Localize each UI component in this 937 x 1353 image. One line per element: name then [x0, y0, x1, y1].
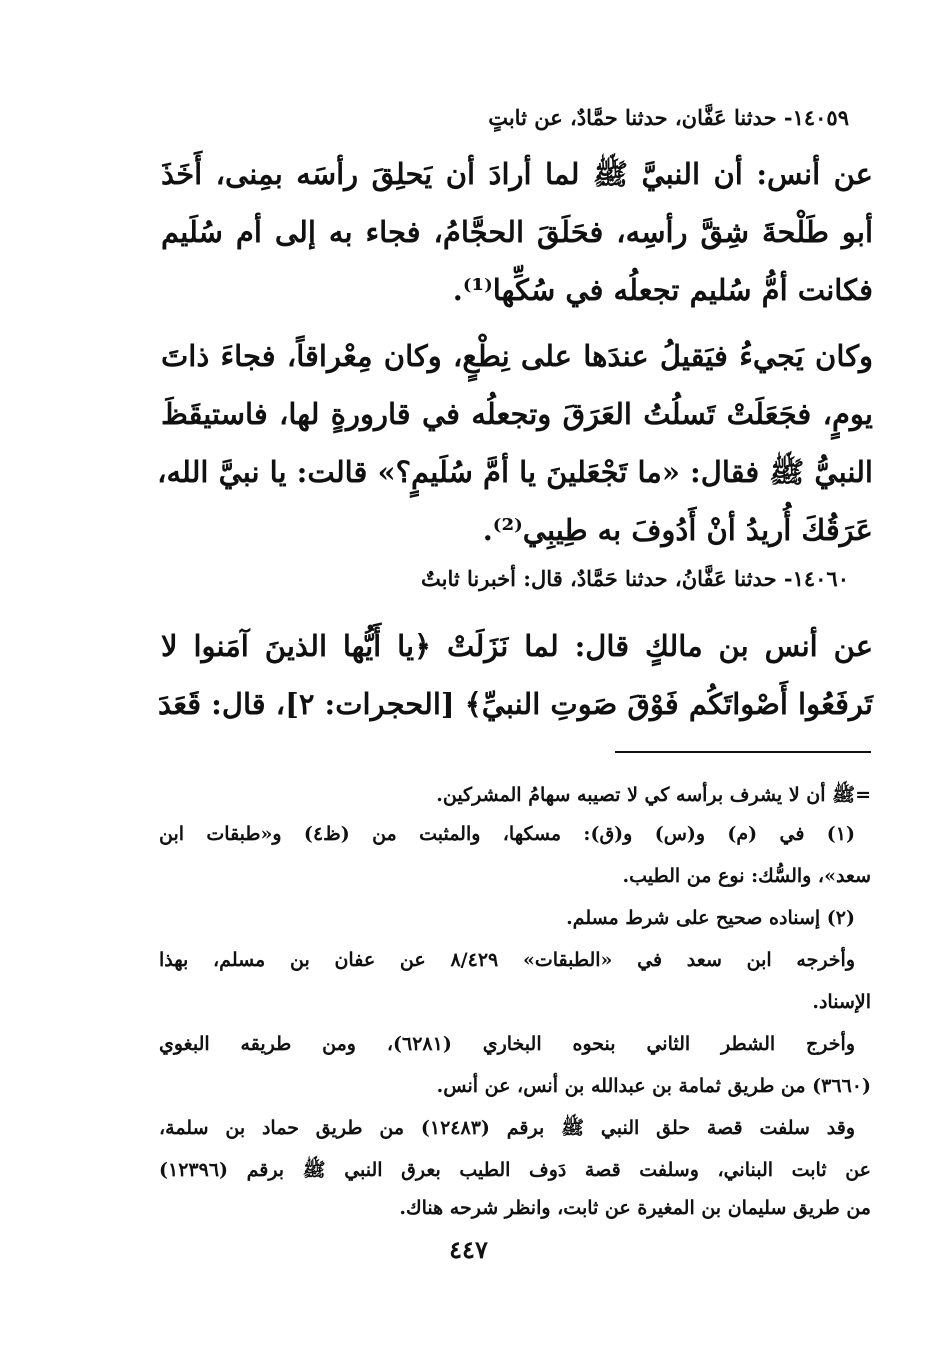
- footnote-1-continuation: [159, 857, 871, 895]
- text-line: وكان يَجيءُ فيَقيلُ عندَها على نِطْعٍ، وكان مِعْراقاً، فجاءَ ذاتَ: [161, 339, 873, 373]
- hadith-14059-paragraph-1: [161, 145, 873, 319]
- text-line: فكانت أمُّ سُليم تجعلُه في سُكِّها⁽¹⁾.: [452, 273, 873, 307]
- text-line: عن أنس بن مالكٍ قال: لما نَزَلَتْ ﴿يا أَيُّها الذينَ آمَنوا لا: [161, 629, 873, 663]
- footnote-line: وقد سلفت قصة حلق النبي ﷺ برقم (١٢٤٨٣) من طريق حماد بن سلمة،: [159, 1117, 856, 1139]
- footnote-line: من طريق سليمان بن المغيرة عن ثابت، وانظر شرحه هناك.: [399, 1197, 871, 1219]
- footnote-2: [159, 899, 855, 937]
- hadith-14060-paragraph: [158, 617, 873, 733]
- footnote-line: الإسناد.: [812, 991, 871, 1013]
- text-line: عن أنس: أن النبيَّ ﷺ لما أرادَ أن يَحلِقَ رأسَه بمِنى، أَخَذَ: [161, 157, 873, 191]
- footnote-carryover: [159, 776, 871, 814]
- footnote-line: عن ثابت البناني، وسلفت قصة دَوف الطيب بعرق النبي ﷺ برقم (١٢٣٩٦): [159, 1159, 871, 1181]
- hadith-header-14059: [89, 103, 849, 133]
- footnote-1: [159, 815, 855, 853]
- footnote-2-paragraph-3-continuation: [159, 1067, 871, 1105]
- footnote-line: (٢) إسناده صحيح على شرط مسلم.: [566, 907, 855, 929]
- footnote-line: وأخرج الشطر الثاني بنحوه البخاري (٦٢٨١)، ومن طريقه البغوي: [159, 1033, 855, 1055]
- page-number-text: ٤٤٧: [449, 1235, 488, 1264]
- hadith-header-14060: [89, 564, 849, 594]
- footnote-line: (١) في (م) و(س) و(ق): مسكها، والمثبت من (ظ٤) و«طبقات ابن: [159, 823, 855, 845]
- page-number: [0, 1235, 937, 1264]
- text-line: يومٍ، فجَعَلَتْ تَسلُتُ العَرَقَ وتجعلُه في قارورةٍ لها، فاستيقَظَ: [161, 397, 873, 431]
- hadith-header-text: ١٤٠٥٩- حدثنا عَفَّان، حدثنا حمَّادٌ، عن ثابتٍ: [488, 105, 849, 130]
- text-line: أبو طَلْحةَ شِقَّ رأسِه، فحَلَقَ الحجَّامُ، فجاء به إلى أم سُلَيم: [161, 215, 873, 249]
- footnote-2-paragraph-4: [159, 1109, 855, 1147]
- footnote-2-paragraph-2: [159, 941, 855, 979]
- text-line: تَرفَعُوا أَصْواتَكُم فَوْقَ صَوتِ النبيِّ﴾ [الحجرات: ٢]، قال: قَعَدَ: [158, 687, 873, 721]
- footnote-2-paragraph-3: [159, 1025, 855, 1063]
- footnote-line: وأخرجه ابن سعد في «الطبقات» ٨/٤٢٩ عن عفان بن مسلم، بهذا: [159, 949, 856, 971]
- footnote-separator: [615, 751, 871, 753]
- footnote-line: =ﷺ أن لا يشرف برأسه كي لا تصيبه سهامُ المشركين.: [436, 784, 871, 806]
- footnote-2-paragraph-4-continuation: [159, 1151, 871, 1227]
- footnote-line: (٣٦٦٠) من طريق ثمامة بن عبدالله بن أنس، عن أنس.: [436, 1075, 871, 1097]
- hadith-14059-paragraph-2: [157, 327, 873, 559]
- text-line: النبيُّ ﷺ فقال: «ما تَجْعَلينَ يا أمَّ سُلَيمٍ؟» قالت: يا نبيَّ الله،: [157, 455, 873, 489]
- text-line: عَرَقُكَ أُريدُ أنْ أَدُوفَ به طِيبِي⁽²⁾.: [482, 513, 873, 547]
- footnote-2-paragraph-2-continuation: [159, 983, 871, 1021]
- footnote-line: سعد»، والسُّك: نوع من الطيب.: [622, 865, 871, 887]
- hadith-header-text: ١٤٠٦٠- حدثنا عَفَّانُ، حدثنا حَمَّادٌ، قال: أخبرنا ثابتٌ: [420, 566, 849, 591]
